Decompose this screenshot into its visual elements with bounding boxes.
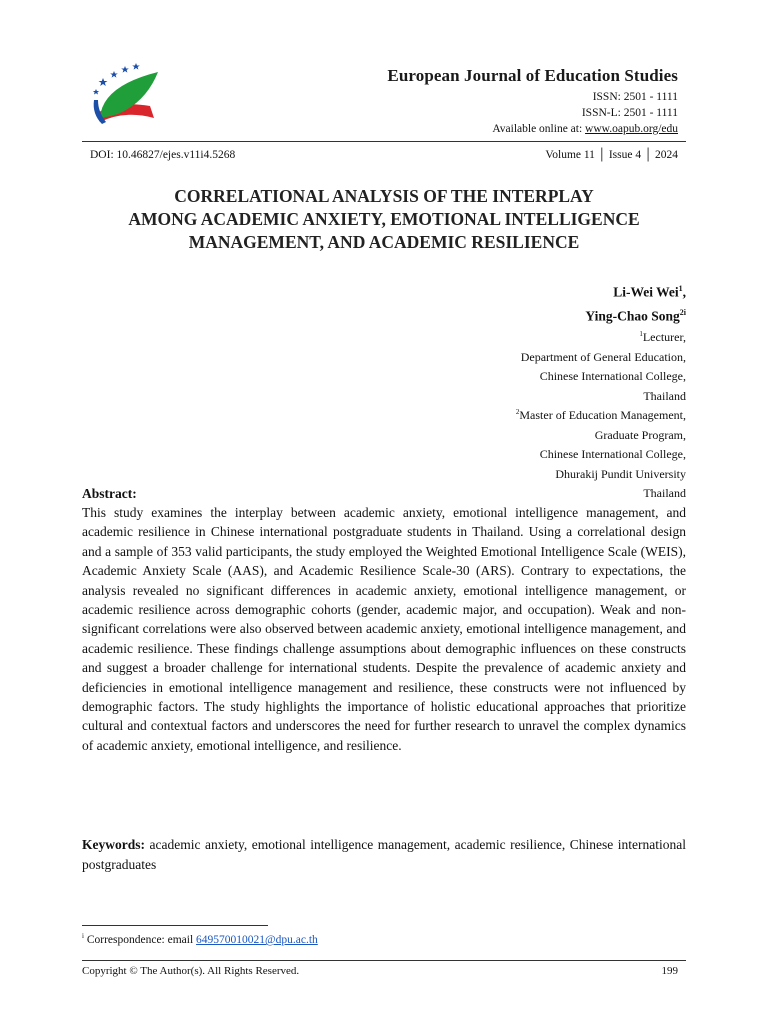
affiliation-line: Chinese International College,: [539, 369, 686, 383]
correspondence-footnote: $^i$ Correspondence: email 649570010021@dpu.ac.th: [82, 932, 318, 946]
author-name: Li-Wei Wei$^1$,: [613, 284, 686, 300]
abstract-body: This study examines the interplay between academic anxiety, emotional intelligence management, and academic resilience in Chinese international postgraduate students in Thailand. Using a correlational design and a sample of 353 valid participants, the study employed the Weighted Emotional Intelligence Scale (WEIS), Academic Anxiety Scale (AAS), and Academic Resilience Scale-30 (ARS). Contrary to expectations, the analysis revealed no significant differences in academic anxiety, emotional intelligence management, or academic resilience across demographic cohorts (gender, academic major, and occupation). Weak and non-significant correlations were also observed between academic anxiety, emotional intelligence management, and academic resilience. These findings challenge assumptions about demographic influences on these constructs and suggest a broader challenge for international students. Despite the prevalence of academic anxiety and deficiencies in emotional intelligence management and resilience, these constructs were not influenced by demographic factors. The study highlights the importance of holistic educational approaches that prioritize cultural and contextual factors and underscores the need for further research to unravel the complex dynamics of academic anxiety, emotional intelligence, and resilience.: [82, 505, 686, 753]
affiliation-line: Chinese International College,: [539, 447, 686, 461]
affiliation-line: Thailand: [643, 388, 686, 403]
logo-star: [121, 66, 129, 73]
author-name: Ying-Chao Song$^{2i}$: [585, 307, 686, 323]
journal-header: [387, 66, 678, 137]
keywords: [82, 835, 686, 875]
authors-block: [516, 279, 686, 502]
doi-row: [90, 149, 678, 161]
affiliation-line: $^2$Master of Education Management,: [515, 408, 686, 422]
journal-title: European Journal of Education Studies: [387, 66, 678, 85]
footer-divider: [82, 960, 686, 961]
journal-meta: [387, 89, 678, 137]
journal-url-link[interactable]: www.oapub.org/edu: [585, 123, 678, 135]
correspondence-email-link[interactable]: 649570010021@dpu.ac.th: [196, 933, 318, 946]
logo-star: [93, 89, 99, 95]
affiliation-line: Dhurakij Pundit University: [555, 466, 686, 481]
keywords-label: Keywords:: [82, 837, 145, 852]
header-divider: [82, 141, 686, 142]
abstract-section: [82, 484, 686, 755]
copyright: Copyright © The Author(s). All Rights Reserved.: [82, 965, 300, 977]
keywords-text: academic anxiety, emotional intelligence management, academic resilience, Chinese international postgraduates: [82, 837, 686, 872]
affiliation-line: Department of General Education,: [520, 349, 686, 364]
doi: DOI: 10.46827/ejes.v11i4.5268: [90, 149, 236, 161]
available-prefix: Available online at:: [492, 123, 586, 135]
logo-star: [132, 63, 140, 70]
affiliation-line: $^1$Lecturer,: [639, 330, 686, 344]
title-line: CORRELATIONAL ANALYSIS OF THE INTERPLAY: [174, 186, 594, 206]
title-line: AMONG ACADEMIC ANXIETY, EMOTIONAL INTELLIGENCE: [128, 209, 640, 229]
logo-star: [99, 78, 108, 86]
article-title: [82, 185, 686, 254]
issn: ISSN: 2501 - 1111: [592, 91, 678, 103]
footnote-divider: [82, 925, 268, 926]
journal-logo-icon: [88, 62, 168, 132]
logo-star: [110, 71, 118, 78]
available-online: [387, 121, 678, 137]
volume-issue: Volume 11 │ Issue 4 │ 2024: [545, 149, 678, 161]
affiliation-line: Graduate Program,: [594, 427, 686, 442]
title-line: MANAGEMENT, AND ACADEMIC RESILIENCE: [188, 232, 580, 252]
issn-l: ISSN-L: 2501 - 1111: [581, 107, 678, 119]
abstract-heading: Abstract:: [82, 486, 137, 501]
affiliation-line: Thailand: [643, 486, 686, 500]
page-number: 199: [661, 965, 678, 977]
page-footer: [82, 965, 678, 977]
